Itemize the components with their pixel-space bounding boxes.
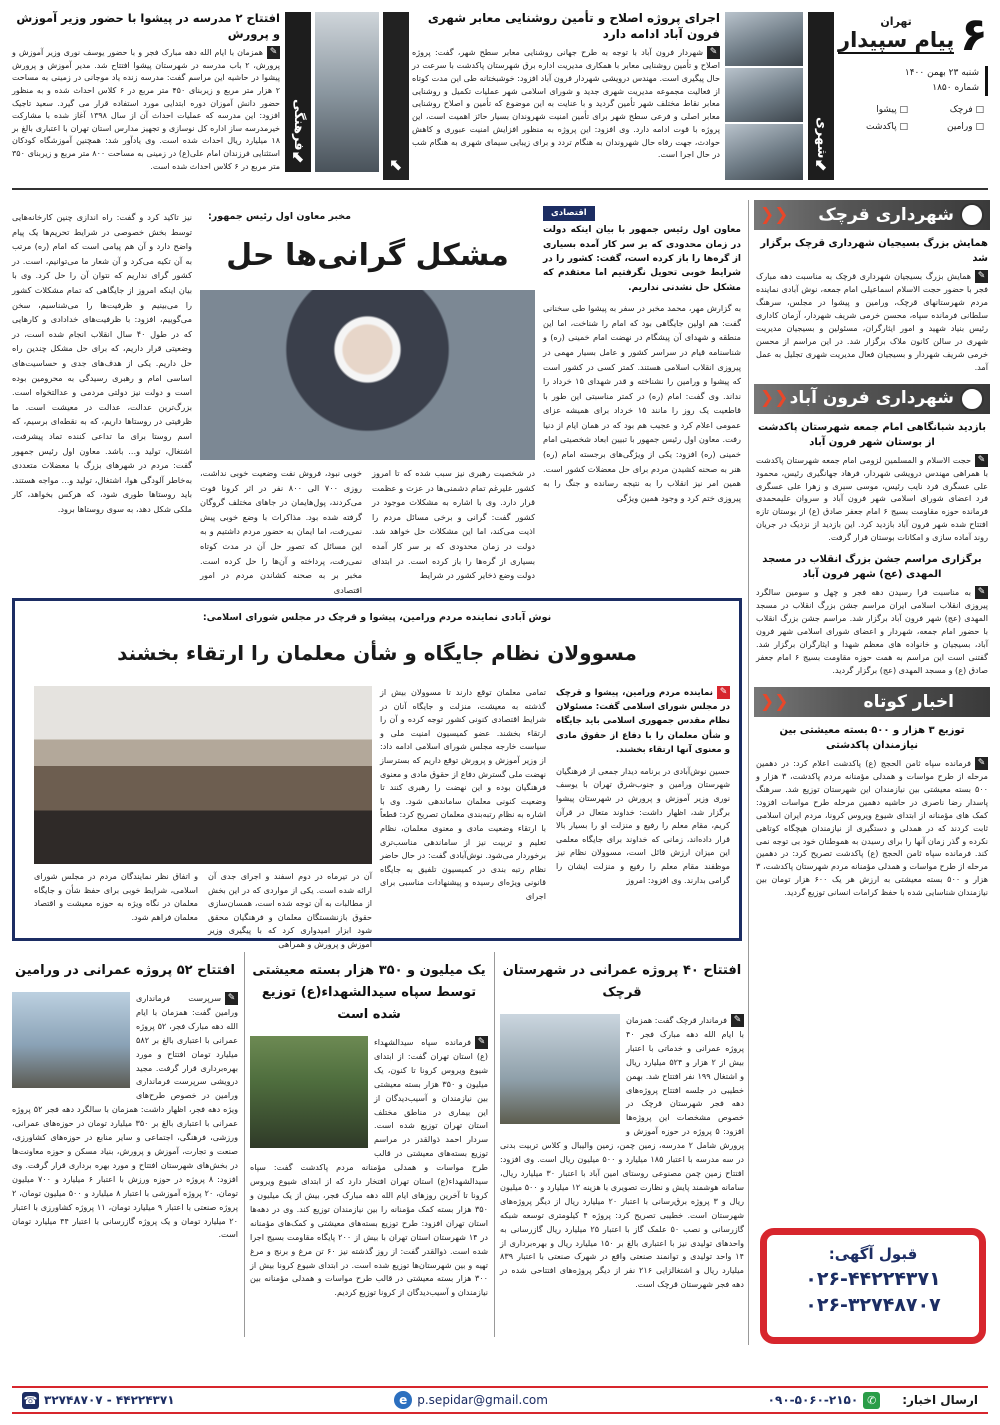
story-title: همایش بزرگ بسیجیان شهرداری قرچک برگزار شد [760, 238, 988, 264]
pin-icon: ✎ [225, 992, 238, 1005]
lead-col1: اقتصادی معاون اول رئیس جمهور با بیان اینکه دولت در زمان محدودی که بر سر کار آمده بسیاری از گره‌ها را باز کرده است، گفت: کشور را در شرایط خوبی تحویل نگرفتیم اما معتقدم که مشکل حل نشدنی نداریم. به گزارش مهر، محمد مخبر در سفر به پیشوا طی سخنانی گفت: هم اولین جایگاهی بود که امام را شناخت، اما این منطقه و شهدای آن پیشگام در نهضت امام خمینی (ره) و شناسنامه قیام در سراسر کشور و عامل بسیار مهمی در پیروزی انقلاب اسلامی هستند. کمتر کسی در کشور است که پیشوا و ورامین را نشناخته و قدر شهدای ۱۵ خرداد را نداند. وی گفت: امام (ره) در کمتر مناسبتی این طور با قاطعیت یک روز را مانند ۱۵ خرداد برای همیشه عزای عمومی اعلام کرد و عجیب هم بود که در همان ایام از دنیا رفت. معاون اول رئیس جمهور با تبیین ابعاد شخصیتی امام خمینی (ره) افزود: یکی از ویژگی‌های برجسته امام (ره) هنر به صحنه کشیدن مردم برای حل معضلات کشور است. همین امر نیز انقلاب را به نتیجه رسانده و جنگ را به پیروزی ختم کرد و وجود همین ویژگی [543, 208, 741, 503]
story-body: ✎فرمانده سپاه ثامن الحجج (ع) پاکدشت اعلام کرد: در دهمین مرحله از طرح مواسات و همدلی مؤمنانه مردم پاکدشت، ۳ هزار و ۵۰۰ بسته معیشتی بین نیازمندان این شهرستان توزیع شد. سرهنگ پاسدار رضا ناصری در حاشیه دهمین مرحله طرح مواسات افزود: کمک های مؤمنانه از ابتدای شیوع ویروس کرونا، مردم ایران اسلامی ثابت کردند که در همدلی و دستگیری از نیازمندان هیچگاه کوتاهی نکرده و گذر زمان آنها را برای رسیدن به هموطنان خود بی توجه نمی کند. فرمانده سپاه ثامن الحجج (ع) پاکدشت تصریح کرد: در دهمین مرحله از طرح مواسات و همدلی مؤمنانه مردم شهرستان پاکدشت، ۳ هزار و ۵۰۰ بسته معیشتی به ارزش هر یک ۶۰۰ هزار تومان بین نیازمندان شناسایی شده با حفظ کرامات انسانی توزیع گردید. [756, 757, 989, 898]
lead-col3: خوبی نبود، فروش نفت وضعیت خوبی نداشت، روزی ۷۰۰ الی ۸۰۰ نفر در اثر کرونا فوت می‌کردند، پول‌هایمان در جاهای مختلف گروگان گرفته شده بود. مذاکرات با وضع خوبی پیش نمی‌رفت، اما ایمان به حضور مردم داشتیم و به این مسائل که تصور حل آن در مدت کوتاه نمی‌رفت، پرداخته و آن‌ها را حل کرده است. مخبر بر به صحنه کشاندن مردم در امور اقتصادی [200, 468, 362, 595]
lead-heading [200, 210, 535, 288]
meeting-photo [34, 686, 372, 864]
footer-mobile[interactable]: ۰۹۰-۵۰۶۰-۲۱۵۰ [767, 1392, 859, 1407]
newspaper-logo: تهران پیام سپیدار [838, 15, 955, 52]
story-title: برگزاری مراسم جشن بزرگ انقلاب در مسجد المهدی (عج) شهر فرون آباد [762, 554, 982, 581]
pin-icon: ✎ [975, 757, 988, 770]
footer-label: ارسال اخبار: [902, 1392, 978, 1407]
arrow-bar [383, 12, 409, 180]
phone-icon: ☎ [23, 1393, 38, 1407]
divider [748, 200, 749, 1345]
story-title: بازدید شبانگاهی امام جمعه شهرستان پاکدشت از بوستان شهر فرون آباد [757, 421, 987, 448]
feature-col2: تمامی معلمان توقع دارند تا مسوولان بیش از گذشته به معیشت، منزلت و جایگاه آنان در شرایط اقتصادی کنونی کشور توجه کرده و آن را ارتقاء بخشند. عضو کمیسیون امنیت ملی و سیاست خارجه مجلس شورای اسلامی ادامه داد: از وزیر آموزش و پرورش توقع داریم که بسترساز نهضت ملی گسترش دفاع از حقوق مادی و معنوی فرهنگیان بوده و این نهضت را رهبری کنند تا وضعیت کنونی معلمان ساماندهی شود. وی با اشاره به نظام رتبه‌بندی معلمان تصریح کرد: قطعاً با ارتقاء وضعیت مادی و معنوی معلمان، نظام تعلیم و تربیت نیز از ساماندهی مناسب‌تری برخوردار می‌شود. نوش‌آبادی گفت: در حال حاضر نظام رتبه بندی در کمیسیون تلفیق به جایگاه قانونی ویژه‌ای رسیده و پیشنهادات مناسبی برای اجرای [380, 687, 546, 901]
lead-col4: نیز تاکید کرد و گفت: راه اندازی چنین کارخانه‌هایی توسط بخش خصوصی در شرایط تحریم‌ها یک پیام واضح دارد و آن هم پیامی است که امام (ره) مرتب به آن تکیه می‌کرد و آن شعار ما می‌توانیم، است. در کشور گرای نداریم که نتوان آن را حل کرد. وی با بیان اینکه امروز از جایگاهی که تمام مشکلات کشور را می‌بینیم و ظرفیت‌ها را می‌شناسیم، سخن می‌گوییم، افزود: با ظرفیت‌های خدادادی و کارهایی که در طول ۴۰ سال انقلاب انجام شده است، در وضعیتی قرار داریم، که برای حل مشکل چندین راه حل داریم. یکی از هدف‌های جدی و حساسیت‌های اساسی امام و رهبری رسیدگی به محرومین بوده است و دولت نیز دولتی مردمی و عدالتخواه است. بزرگ‌ترین عدالت، عدالت در معیشت است. ما ظرفیتی در روستاها داریم، که به نقطه‌ای برسیم، که اسم روستا برای ما تداعی کننده تماد پیشرفت، اشتغال، تولید و... باشد. معاون اول رئیس جمهور گفت: مردم در شهرهای بزرگ با معضلات متعددی به‌خاطر آلودگی هوا، اشتغال، تولید و... مواجه هستند. باید روستاها طوری شود، که هرکس بخواهد، کار ملکی شکل دهد، به سوی روستاها برود. [12, 212, 192, 514]
divider [494, 952, 495, 1337]
ad-phone: ۰۲۶-۳۲۷۴۸۷۰۷ [805, 1294, 941, 1317]
feature-col3: آن در تیرماه در دوم اسفند و اجرای جدی آن ارائه شده است. یکی از مواردی که در این بخش از مطالبات به آن توجه شده است، همسان‌سازی حقوق بازنشستگان معلمان و فرهنگیان محقق شود ابزار امیدواری کرد که با پیگیری وزیر آموزش و پرورش و همراهی [208, 871, 372, 949]
street-light-photo [725, 12, 803, 66]
street-light-photo [725, 124, 803, 180]
masthead [838, 7, 988, 180]
story-body: ✎سرپرست فرمانداری ورامین گفت: همزمان با ایام الله دهه مبارک فجر، ۵۲ پروژه عمرانی با اعتباری بالغ بر ۵۸۲ میلیارد تومان افتتاح و مورد بهره‌برداری قرار گرفت. مجید درویشی سرپرست فرمانداری ورامین در خصوص طرح‌های ویژه دهه فجر، اظهار داشت: همزمان با سالگرد دهه فجر ۵۲ پروژه عمرانی با اعتباری بالغ بر ۳۵۰ میلیارد تومان در حوزه‌های عمرانی، ورزشی، فرهنگی، اجتماعی و سایر منابع در حوزه‌های کشاورزی، صنعت و تجارت، آموزش و پرورش، بنیاد مسکن و حوزه معاونت‌ها در بخش‌های شهرستان افتتاح و مورد بهره برداری قرار گرفت. وی افزود: ۸ پروژه در حوزه ورزش با اعتبار ۶ میلیارد و ۷۰۰ میلیون تومان، ۲۰ پروژه آموزشی با اعتبار ۸ میلیارد و ۵۰۰ میلیون تومان، ۲ پروژه صنعتی با اعتبار ۹ میلیارد تومان، ۱۱ پروژه کشاورزی با اعتبار ۲۰ میلیارد تومان و یک پروژه گازرسانی با اعتبار ۴۴ میلیارد تومان است. [12, 993, 238, 1240]
ad-phone: ۰۲۶-۴۴۲۲۴۳۷۱ [805, 1268, 941, 1291]
story-body: ✎فرماندار قرچک گفت: همزمان با ایام الله دهه مبارک فجر ۴۰ پروژه عمرانی و خدماتی با اعتبار بیش از ۲ هزار و ۵۲۴ میلیارد ریال و اشتغال ۱۹۹ نفر افتتاح شد. بهمن خطیبی در جلسه افتتاح پروژه‌های دهه فجر شهرستان قرچک در خصوص مشخصات این پروژه‌ها افزود: ۵ پروژه در حوزه آموزش و پرورش شامل ۲ مدرسه، زمین چمن، زمین والیبال و کلاس تربیت بدنی در سه مدرسه با اعتبار ۱۸۵ میلیارد و ۵۰۰ میلیون ریال است. وی افزود: افتتاح زمین چمن مصنوعی روستای امین آباد با اعتبار ۳۰ میلیارد ریال، سامانه هوشمند پایش و نظارت تصویری با هزینه ۱۲ میلیارد و ۵۰۰ میلیون ریال و ۳ پروژه برق‌رسانی با اعتبار ۲۰ میلیارد ریال از دیگر پروژه‌های شهرستان است. خطیبی تصریح کرد: پروژه ۴ کیلومتری توسعه شبکه گازرسانی و نصب ۵۰ علمک گاز با اعتبار ۲۵ میلیارد ریال گازرسانی به واحدهای تولیدی نیز با اعتباری بالغ بر ۱۵۰ میلیارد ریال و بهره‌برداری از ۱۴ واحد تولیدی و توانمند صنعتی واقع در شهرک صنعتی با اعتبار ۸۳۹ میلیارد ریال و اشتغالزایی ۲۱۶ نفر از دیگر پروژه‌های افتتاحی شده در دهه فجر شهرستان قرچک است. [500, 1015, 745, 1290]
sidebar-section-header: شهرداری قرچک ❮❮ [754, 200, 990, 230]
sidebar-section-header: اخبار کوتاه ❮❮ [754, 687, 990, 717]
issue-date: شنبه ۲۳ بهمن ۱۴۰۰ [904, 68, 979, 78]
pin-icon: ✎ [707, 46, 720, 59]
feature-headline: مسوولان نظام جایگاه و شأن معلمان را ارتقاء بخشند [117, 640, 637, 665]
footer [12, 1386, 988, 1414]
city-list [838, 104, 988, 135]
story-lights [412, 10, 720, 182]
minister-photo [315, 12, 379, 172]
story-title: افتتاح ۲ مدرسه در پیشوا با حضور وزیر آموزش و پرورش [16, 11, 280, 41]
municipality-logo-icon [960, 387, 984, 411]
chevron-icon: ❮❮ [760, 204, 789, 225]
bottom-story-1 [500, 952, 744, 1340]
street-light-photo [725, 68, 803, 122]
story-title: افتتاح ۴۰ پروژه عمرانی در شهرستان قرچک [502, 963, 742, 1000]
city-item: □ پیشوا [876, 105, 908, 115]
divider [244, 952, 245, 1337]
feature-intro: ✎نماینده مردم ورامین، پیشوا و قرچک در مجلس شورای اسلامی گفت: مسئولان نظام مقدس جمهوری اسلامی باید جایگاه و شأن معلمان را با دفاع از حقوق مادی و معنوی آنها ارتقاء بخشند. [556, 687, 730, 755]
ribbon-cutting-photo [500, 1014, 620, 1124]
lead-intro: معاون اول رئیس جمهور با بیان اینکه دولت در زمان محدودی که بر سر کار آمده بسیاری از گره‌ها را باز کرده است، گفت: کشور را در شرایط خوبی تحویل نگرفتیم اما معتقدم که مشکل حل نشدنی نداریم. [543, 225, 741, 293]
city-item: □ ورامین [947, 121, 984, 132]
story-title: یک میلیون و ۳۵۰ هزار بسته معیشتی توسط سپاه سیدالشهداء(ع) توزیع شده است [252, 963, 486, 1022]
pin-icon: ✎ [475, 1036, 488, 1049]
ad-title: قبول آگهی: [828, 1245, 918, 1263]
story-body: ✎فرمانده سپاه سیدالشهداء (ع) استان تهران گفت: از ابتدای شیوع ویروس کرونا تا کنون، یک میلیون و ۳۵۰ هزار بسته معیشتی بین نیازمندان و آسیب‌دیدگان از این بیماری در مناطق مختلف استان تهران توزیع شده است. سردار احمد ذوالقدر در مراسم توزیع بسته‌های معیشتی در قالب طرح مواسات و همدلی مؤمنانه مردم پاکدشت گفت: سپاه سیدالشهداء(ع) استان تهران افتخار دارد که از ابتدای شیوع ویروس کرونا تا آخرین روزهای ایام الله دهه مبارک فجر، بیش از یک میلیون و ۳۵۰ هزار بسته کمک مؤمنانه را بین نیازمندان توزیع کند. وی در دهه‌ها استان تهران افزود: طرح توزیع بسته‌های معیشتی و کمک‌های مؤمنانه در ۱۴ شهرستان استان تهران با بیش از ۲۰۰ پایگاه مقاومت بسیج اجرا شده است. ذوالقدر گفت: از روز گذشته نیز ۶۰ تن مرغ و برنج و مرغ تهیه و بین شهرستان‌ها توزیع شده است. در ابتدای شیوع کرونا بیش از ۳۰۰ هزار بسته معیشتی در قالب طرح مواسات و همدلی مؤمنانه بین نیازمندان و آسیب‌دیدگان از کرونا توزیع کردیم. [250, 1037, 489, 1298]
story-body: ✎همایش بزرگ بسیجیان شهرداری قرچک به مناسبت دهه مبارک فجر با حضور حجت الاسلام اسماعیلی امام جمعه، نوش آبادی نماینده مردم شهرستانهای قرچک، ورامین و پیشوا در مجلس، سرهنگ سلطانی فرمانده سپاه، محسن خرمی شریف شهردار، آزمان کاداری رئیس بنیاد شهید و امور ایثارگران، مسئولین و بسیجیان مدیریت شهری در سالن کانون ملاک برگزار شد. در این مراسم از محسن خرمی شریف شهردار و بسیجیان فعال مدیریت شهری تجلیل به عمل آمد. [756, 271, 988, 372]
feature-col1: ✎نماینده مردم ورامین، پیشوا و قرچک در مجلس شورای اسلامی گفت: مسئولان نظام مقدس جمهوری اسلامی باید جایگاه و شأن معلمان را با دفاع از حقوق مادی و معنوی آنها ارتقاء بخشند. حسین نوش‌آبادی در برنامه دیدار جمعی از فرهنگیان شهرستان ورامین و جنوب‌شرق تهران با یوسف نوری وزیر آموزش و پرورش در شهرستان پیشوا برگزار شد، اظهار داشت: خداوند متعال در قرآن کریم، مقام معلم را رفیع و منزلت او را بسیار بالا قرار داده‌اند، زمانی که خداوند برای جایگاه معلمی این میزان ارزش قائل است، مسوولان نظام نیز موظفند مقام معلم را رفیع و منزلت ایشان را گرامی بدارند. وی افزود: امروز [556, 687, 730, 885]
story-body: ✎همزمان با ایام الله دهه مبارک فجر و با حضور یوسف نوری وزیر آموزش و پرورش، ۲ باب مدرسه در شهرستان پیشوا افتتاح شد. مدیر آموزش و پرورش پیشوا در حاشیه این مراسم گفت: مدرسه زنده یاد موجانی در زمینی به مساحت ۲ هزار متر مربع و زیربنای ۴۵۰ متر مربع در ۶ کلاس احداث شده و به منظور حضور دانش آموزان دوره ابتدایی مورد استفاده قرار می گیرد. سعید تاجیک افزود: این مدرسه که عملیات احداث آن از سال ۱۳۹۸ آغاز شده با مشارکت خیرمدرسه ساز اداره کل نوسازی و تجهیز مدارس استان تهران با اعتباری بالغ بر ۱۸ میلیارد ریال احداث شده است. وی یادآور شد: همچنین آموزشگاه کودکان استثنایی فرزندان امام علی(ع) در زمینی به مساحت ۸۰۰ متر مربع و زیربنای ۳۵۰ متر مربع در ۶ کلاس احداث شده است. [12, 47, 281, 171]
city-item: □ پاکدشت [865, 121, 908, 132]
issue-number: شماره ۱۸۵۰ [932, 83, 979, 93]
pin-icon: ✎ [975, 586, 988, 599]
pin-icon: ✎ [975, 270, 988, 283]
pin-icon: ✎ [267, 46, 280, 59]
bottom-story-3 [12, 952, 238, 1340]
municipality-logo-icon [960, 203, 984, 227]
ad-box [760, 1228, 986, 1344]
ceremony-photo [250, 1036, 368, 1148]
lead-col2: در شخصیت رهبری نیز سبب شده که تا امروز کشور علیرغم تمام دشمنی‌ها در عزت و عظمت قرار دارد. وی با اشاره به مشکلات موجود در کشور گفت: گرانی و برخی مسائل مردم را اذیت می‌کند، اما این مشکلات حل خواهد شد. دولت در زمان محدودی که بر سر کار آمده بسیاری از گره‌ها را باز کرده است. در ابتدای دولت وضع ذخایر کشور در شرایط [372, 468, 535, 581]
tag-badge: اقتصادی [543, 206, 595, 221]
section-bar-city: ⬋ شهری [808, 12, 834, 180]
story-schools [12, 10, 280, 182]
chevron-icon: ❮❮ [760, 691, 789, 712]
pin-icon: ✎ [975, 454, 988, 467]
page-number: ۶ [959, 7, 988, 61]
footer-email[interactable]: p.sepidar@gmail.com [417, 1392, 548, 1407]
project-photo [12, 992, 130, 1088]
arrow-down-icon: ⬋ [812, 158, 832, 172]
arrow-down-icon: ⬋ [289, 150, 309, 164]
city-item: □ فرچک [949, 105, 984, 115]
divider [12, 188, 988, 190]
bottom-story-2 [250, 952, 488, 1340]
story-title: اجرای پروژه اصلاح و تأمین روشنایی معابر شهری فرون آباد ادامه دارد [427, 11, 720, 41]
sidebar-section-header: شهرداری فرون آباد ❮❮ [754, 384, 990, 414]
story-body: ✎به مناسبت فرا رسیدن دهه فجر و چهل و سومین سالگرد پیروزی انقلاب اسلامی ایران مراسم جشن بزرگ انقلاب در مسجد المهدی (عج) شهر فرون آباد برگزار شد. مراسم جشن بزرگ انقلاب با حضور امام جمعه، شهردار و اعضای شورای اسلامی شهر فرون آباد، بسیجیان و خانواده های معظم شهدا و ایثارگران برگزار شد. گفتنی است این مراسم به همت حوزه مقاومت بسیج ۶ امام جعفر صادق (ع) و مسجد المهدی (عج) برگزار گردید. [756, 587, 988, 675]
lead-photo [200, 290, 535, 460]
story-title: افتتاح ۵۲ پروژه عمرانی در ورامین [15, 963, 235, 978]
story-title: توزیع ۳ هزار و ۵۰۰ بسته معیشتی بین نیازمندان پاکدشتی [779, 724, 965, 751]
section-bar-culture: ⬋ فرهنگی [285, 12, 311, 172]
feature-kicker: نوش آبادی نماینده مردم ورامین، پیشوا و قرچک در مجلس شورای اسلامی: [202, 612, 552, 623]
sidebar [754, 200, 990, 1320]
pin-icon: ✎ [717, 686, 730, 699]
mobile-icon: ✆ [863, 1392, 880, 1409]
feature-col4: و اتفاق نظر نمایندگان مردم در مجلس شورای اسلامی، شرایط خوبی برای حفظ شأن و جایگاه معلمان در نگاه ویژه به حوزه معیشت و اقتصاد معلمان فراهم شود. [34, 871, 198, 922]
footer-phones[interactable]: ۳۲۷۴۸۷۰۷ - ۴۴۲۲۴۳۷۱ [44, 1392, 175, 1407]
story-body: ✎حجت الاسلام و المسلمین لزومی امام جمعه شهرستان پاکدشت با همراهی مهندس درویشی شهردار، فرهاد جهانگیری رئیس، محمود علی عسگری فرد نایب رئیس، موسی سیری و زهرا علی عسگری فرد اعضای شورای اسلامی شهر فرون آباد و سروان علیمحمدی فرمانده حوزه مقاومت بسیج ۶ امام جعفر صادق (ع) از بوستان تازه افتتاح شده شهر فرون آباد بازدید کرد. این بازدید از نزدیک در جریان روند آماده سازی و امکانات بوستان قرار گرفت. [756, 454, 989, 543]
issue-info [838, 66, 988, 96]
email-icon: e [394, 1391, 412, 1409]
pin-icon: ✎ [731, 1014, 744, 1027]
lead-headline: مشکل گرانی‌ها حل [226, 237, 509, 273]
lead-kicker: مخبر معاون اول رئیس جمهور: [208, 211, 352, 222]
chevron-icon: ❮❮ [760, 388, 789, 409]
story-body: ✎شهردار فرون آباد با توجه به طرح جهانی روشنایی معابر سطح شهر، گفت: پروژه اصلاح و تأمین روشنایی معابر با همکاری مدیریت اداره برق شهرستان پاکدشت با سرعت در حال پیگیری است. مهندس درویشی شهردار فرون آباد افزود: خوشبختانه طی این مدت کوتاه از فعالیت مجموعه مدیریت شهری جدید و شورای اسلامی شهر عملیات تکمیل و روشنایی معابر نقاط مختلف شهر تأمین گردید و با عنایت به این موضوع که تأمین و اصلاح روشنایی معابر اصلی و فرعی سطح شهر برای تأمین امنیت شهروندان بسیار حائز اهمیت است، این پروژه با قوت ادامه دارد. وی افزود: این پروژه به منظور افزایش امنیت عبوری و کاهش حوادث، جهت رفاه حال شهروندان به هنگام تردد و برای زیبایی سیمای شهری به هنگام شب در حال اجرا است. [412, 47, 720, 160]
arrow-down-icon: ⬋ [387, 158, 407, 172]
